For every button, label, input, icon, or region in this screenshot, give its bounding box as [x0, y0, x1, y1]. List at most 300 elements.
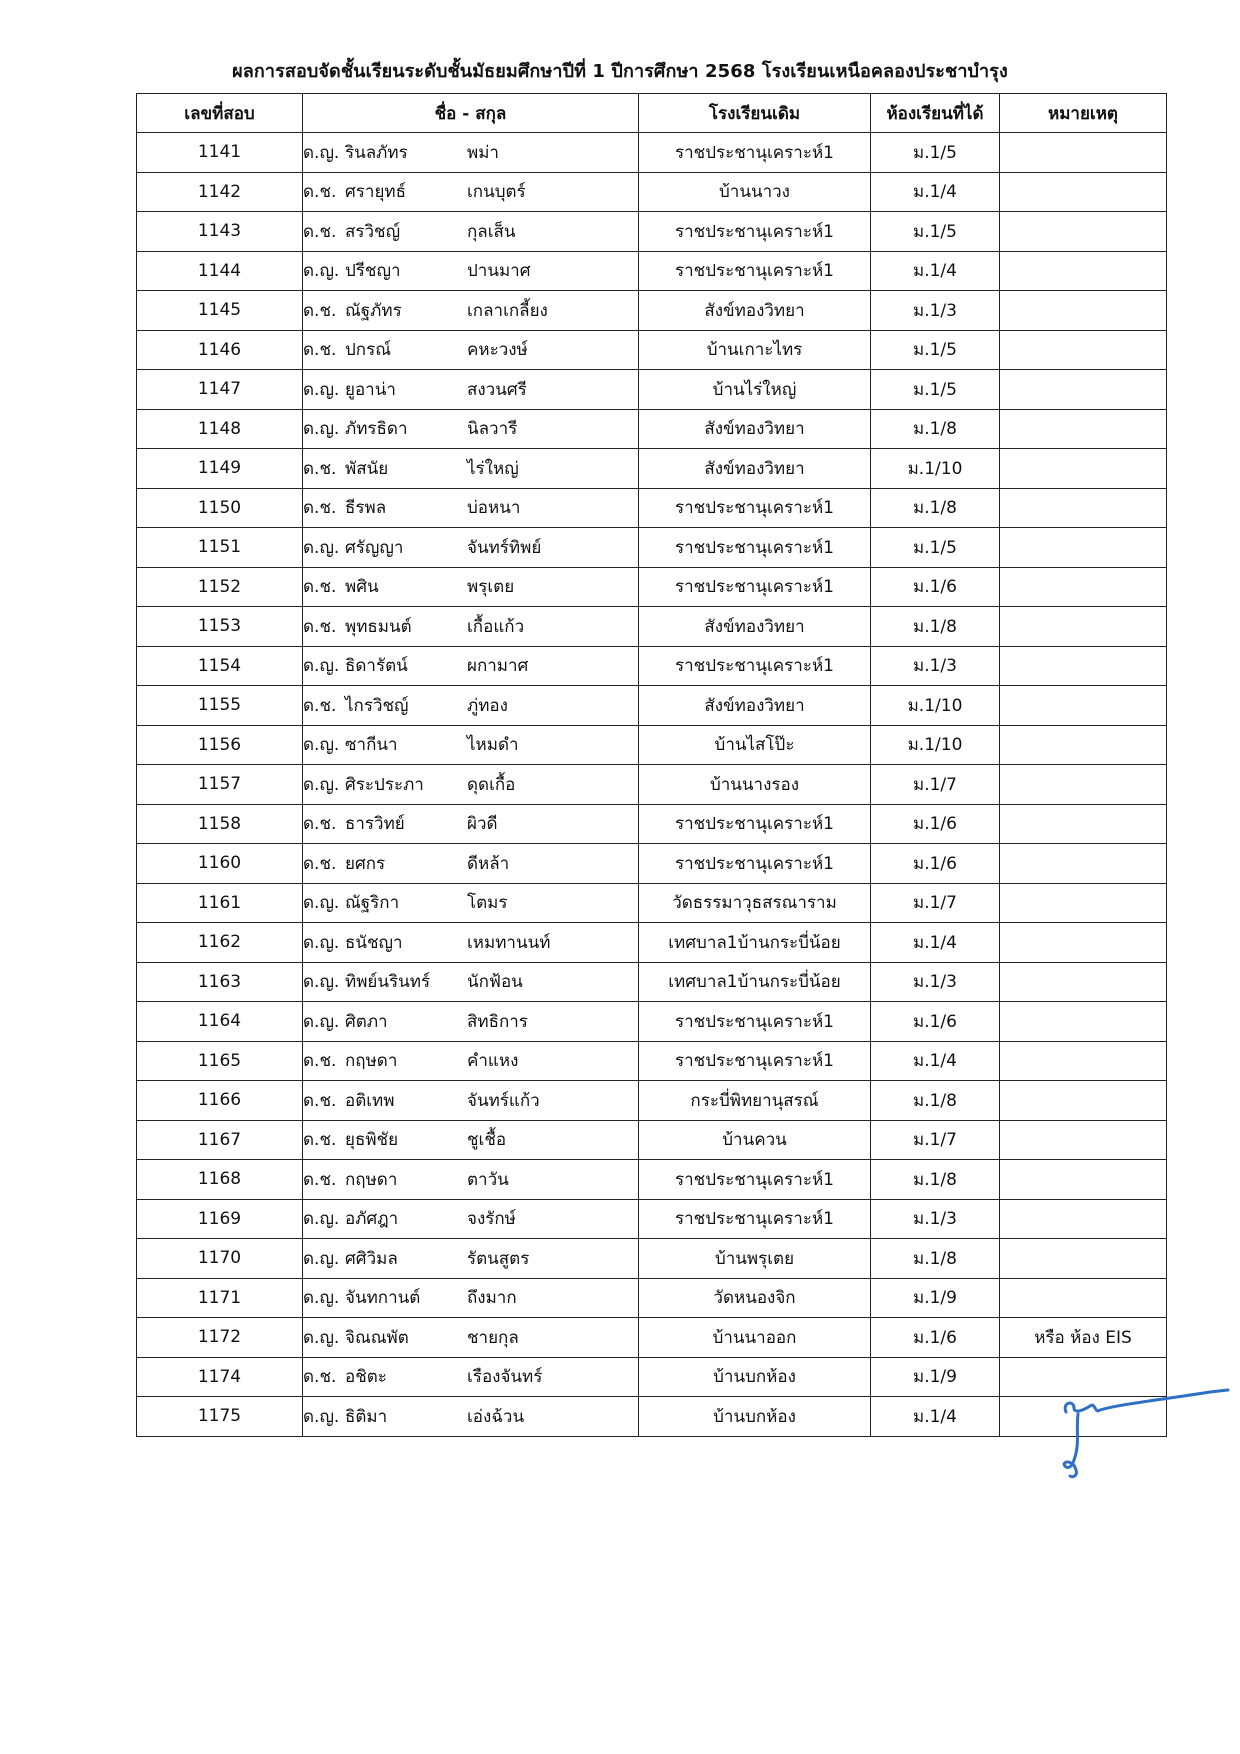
name-prefix: ด.ช.: [303, 221, 337, 242]
full-name-cell: [303, 172, 639, 212]
name-prefix: ด.ช.: [303, 577, 337, 598]
table-row: [137, 172, 1167, 212]
previous-school-cell: วัดธรรมาวุธสรณาราม: [639, 883, 871, 923]
table-row: [137, 1160, 1167, 1200]
last-name: ดีหล้า: [467, 853, 510, 874]
full-name-cell: [303, 1081, 639, 1121]
name-prefix: ด.ญ.: [303, 932, 340, 953]
first-name: พุทธมนต์: [345, 616, 412, 637]
assigned-room-cell: ม.1/4: [871, 172, 1000, 212]
full-name-cell: [303, 804, 639, 844]
name-prefix: ด.ช.: [303, 300, 337, 321]
first-name: สรวิชญ์: [345, 221, 401, 242]
table-row: [137, 251, 1167, 291]
full-name-cell: [303, 844, 639, 884]
name-prefix: ด.ญ.: [303, 1209, 340, 1230]
full-name-cell: [303, 291, 639, 331]
exam-number-cell: 1168: [137, 1160, 303, 1200]
full-name-cell: [303, 1397, 639, 1437]
previous-school-cell: ราชประชานุเคราะห์1: [639, 646, 871, 686]
remarks-cell: [1000, 251, 1167, 291]
first-name: ไกรวิชญ์: [345, 695, 409, 716]
remarks-cell: [1000, 212, 1167, 252]
exam-number-cell: 1160: [137, 844, 303, 884]
first-name: ศรายุทธ์: [345, 182, 407, 203]
full-name-cell: [303, 607, 639, 647]
last-name: พรุเตย: [467, 577, 515, 598]
last-name: สิทธิการ: [467, 1011, 528, 1032]
exam-number-cell: 1162: [137, 923, 303, 963]
first-name: ยุธพิชัย: [345, 1130, 399, 1151]
assigned-room-cell: ม.1/5: [871, 212, 1000, 252]
previous-school-cell: บ้านเกาะไทร: [639, 330, 871, 370]
first-name: ศศิวิมล: [345, 1248, 398, 1269]
remarks-cell: [1000, 883, 1167, 923]
previous-school-cell: บ้านไสโป๊ะ: [639, 725, 871, 765]
name-prefix: ด.ญ.: [303, 1406, 340, 1427]
last-name: โตมร: [467, 893, 508, 914]
assigned-room-cell: ม.1/6: [871, 804, 1000, 844]
table-row: [137, 962, 1167, 1002]
table-row: [137, 1120, 1167, 1160]
table-row: [137, 923, 1167, 963]
first-name: จันทกานต์: [345, 1288, 421, 1309]
last-name: ตาวัน: [467, 1169, 509, 1190]
table-row: [137, 725, 1167, 765]
name-prefix: ด.ช.: [303, 498, 337, 519]
previous-school-cell: ราชประชานุเคราะห์1: [639, 567, 871, 607]
last-name: เกนบุตร์: [467, 182, 526, 203]
remarks-cell: [1000, 804, 1167, 844]
header-exam-number: เลขที่สอบ: [137, 94, 303, 133]
table-row: [137, 883, 1167, 923]
name-prefix: ด.ช.: [303, 182, 337, 203]
full-name-cell: [303, 1318, 639, 1358]
table-row: [137, 291, 1167, 331]
exam-number-cell: 1150: [137, 488, 303, 528]
exam-number-cell: 1164: [137, 1002, 303, 1042]
previous-school-cell: ราชประชานุเคราะห์1: [639, 1002, 871, 1042]
remarks-cell: [1000, 1041, 1167, 1081]
first-name: พศิน: [345, 577, 379, 598]
first-name: ศิระประภา: [345, 774, 424, 795]
table-body: [137, 133, 1167, 1437]
last-name: ถึงมาก: [467, 1288, 517, 1309]
full-name-cell: [303, 330, 639, 370]
assigned-room-cell: ม.1/8: [871, 1160, 1000, 1200]
remarks-cell: [1000, 646, 1167, 686]
previous-school-cell: ราชประชานุเคราะห์1: [639, 804, 871, 844]
assigned-room-cell: ม.1/3: [871, 291, 1000, 331]
exam-number-cell: 1146: [137, 330, 303, 370]
remarks-cell: [1000, 567, 1167, 607]
previous-school-cell: เทศบาล1บ้านกระบี่น้อย: [639, 962, 871, 1002]
first-name: อชิตะ: [345, 1367, 387, 1388]
previous-school-cell: ราชประชานุเคราะห์1: [639, 251, 871, 291]
exam-number-cell: 1165: [137, 1041, 303, 1081]
last-name: เกื้อแก้ว: [467, 616, 525, 637]
last-name: รัตนสูตร: [467, 1248, 530, 1269]
last-name: ผกามาศ: [467, 656, 529, 677]
table-row: [137, 844, 1167, 884]
previous-school-cell: เทศบาล1บ้านกระบี่น้อย: [639, 923, 871, 963]
assigned-room-cell: ม.1/6: [871, 1318, 1000, 1358]
remarks-cell: [1000, 1239, 1167, 1279]
name-prefix: ด.ช.: [303, 340, 337, 361]
table-row: [137, 765, 1167, 805]
full-name-cell: [303, 370, 639, 410]
previous-school-cell: บ้านนาออก: [639, 1318, 871, 1358]
name-prefix: ด.ช.: [303, 458, 337, 479]
name-prefix: ด.ช.: [303, 695, 337, 716]
assigned-room-cell: ม.1/8: [871, 1081, 1000, 1121]
assigned-room-cell: ม.1/3: [871, 962, 1000, 1002]
table-row: [137, 1357, 1167, 1397]
previous-school-cell: สังข์ทองวิทยา: [639, 607, 871, 647]
previous-school-cell: ราชประชานุเคราะห์1: [639, 1041, 871, 1081]
last-name: ชูเชื้อ: [467, 1130, 507, 1151]
remarks-cell: [1000, 528, 1167, 568]
previous-school-cell: สังข์ทองวิทยา: [639, 686, 871, 726]
exam-number-cell: 1154: [137, 646, 303, 686]
exam-number-cell: 1167: [137, 1120, 303, 1160]
exam-number-cell: 1151: [137, 528, 303, 568]
full-name-cell: [303, 1199, 639, 1239]
assigned-room-cell: ม.1/7: [871, 883, 1000, 923]
remarks-cell: [1000, 1160, 1167, 1200]
full-name-cell: [303, 1002, 639, 1042]
results-table: [136, 93, 1167, 1437]
remarks-cell: หรือ ห้อง EIS: [1000, 1318, 1167, 1358]
table-row: [137, 370, 1167, 410]
full-name-cell: [303, 1239, 639, 1279]
full-name-cell: [303, 883, 639, 923]
exam-number-cell: 1156: [137, 725, 303, 765]
previous-school-cell: สังข์ทองวิทยา: [639, 291, 871, 331]
assigned-room-cell: ม.1/6: [871, 567, 1000, 607]
table-row: [137, 646, 1167, 686]
table-row: [137, 133, 1167, 173]
name-prefix: ด.ญ.: [303, 972, 340, 993]
first-name: ศิตภา: [345, 1011, 388, 1032]
handwritten-signature: [1060, 1380, 1230, 1480]
assigned-room-cell: ม.1/8: [871, 607, 1000, 647]
full-name-cell: [303, 251, 639, 291]
name-prefix: ด.ญ.: [303, 1327, 340, 1348]
full-name-cell: [303, 528, 639, 568]
name-prefix: ด.ญ.: [303, 419, 340, 440]
first-name: ยศกร: [345, 853, 386, 874]
exam-number-cell: 1171: [137, 1278, 303, 1318]
remarks-cell: [1000, 172, 1167, 212]
assigned-room-cell: ม.1/5: [871, 133, 1000, 173]
assigned-room-cell: ม.1/4: [871, 1041, 1000, 1081]
first-name: ยูอาน่า: [345, 379, 396, 400]
last-name: คำแหง: [467, 1051, 519, 1072]
full-name-cell: [303, 409, 639, 449]
assigned-room-cell: ม.1/7: [871, 765, 1000, 805]
table-row: [137, 212, 1167, 252]
previous-school-cell: บ้านนาวง: [639, 172, 871, 212]
remarks-cell: [1000, 765, 1167, 805]
last-name: กุลเส็น: [467, 221, 516, 242]
assigned-room-cell: ม.1/10: [871, 449, 1000, 489]
last-name: สงวนศรี: [467, 379, 527, 400]
remarks-cell: [1000, 686, 1167, 726]
previous-school-cell: สังข์ทองวิทยา: [639, 449, 871, 489]
first-name: ธิดารัตน์: [345, 656, 408, 677]
table-row: [137, 804, 1167, 844]
name-prefix: ด.ญ.: [303, 656, 340, 677]
name-prefix: ด.ช.: [303, 616, 337, 637]
remarks-cell: [1000, 291, 1167, 331]
last-name: เรืองจันทร์: [467, 1367, 543, 1388]
first-name: ธารวิทย์: [345, 814, 405, 835]
table-row: [137, 1318, 1167, 1358]
full-name-cell: [303, 1278, 639, 1318]
exam-number-cell: 1172: [137, 1318, 303, 1358]
full-name-cell: [303, 212, 639, 252]
name-prefix: ด.ญ.: [303, 1011, 340, 1032]
name-prefix: ด.ญ.: [303, 1288, 340, 1309]
previous-school-cell: ราชประชานุเคราะห์1: [639, 528, 871, 568]
assigned-room-cell: ม.1/3: [871, 646, 1000, 686]
previous-school-cell: ราชประชานุเคราะห์1: [639, 133, 871, 173]
exam-number-cell: 1144: [137, 251, 303, 291]
name-prefix: ด.ช.: [303, 1090, 337, 1111]
assigned-room-cell: ม.1/4: [871, 923, 1000, 963]
remarks-cell: [1000, 1199, 1167, 1239]
previous-school-cell: ราชประชานุเคราะห์1: [639, 1160, 871, 1200]
exam-number-cell: 1149: [137, 449, 303, 489]
remarks-cell: [1000, 923, 1167, 963]
last-name: ผิวดี: [467, 814, 498, 835]
full-name-cell: [303, 725, 639, 765]
name-prefix: ด.ช.: [303, 1051, 337, 1072]
last-name: ไหมดำ: [467, 735, 519, 756]
last-name: จงรักษ์: [467, 1209, 516, 1230]
last-name: ชายกุล: [467, 1327, 519, 1348]
previous-school-cell: ราชประชานุเคราะห์1: [639, 1199, 871, 1239]
exam-number-cell: 1145: [137, 291, 303, 331]
remarks-cell: [1000, 330, 1167, 370]
first-name: ณัฐภัทร: [345, 300, 402, 321]
full-name-cell: [303, 1120, 639, 1160]
table-header-row: [137, 94, 1167, 133]
exam-number-cell: 1153: [137, 607, 303, 647]
name-prefix: ด.ช.: [303, 814, 337, 835]
first-name: จิณณพัต: [345, 1327, 409, 1348]
remarks-cell: [1000, 1081, 1167, 1121]
name-prefix: ด.ช.: [303, 1367, 337, 1388]
name-prefix: ด.ญ.: [303, 1248, 340, 1269]
exam-number-cell: 1161: [137, 883, 303, 923]
table-row: [137, 1081, 1167, 1121]
exam-number-cell: 1152: [137, 567, 303, 607]
full-name-cell: [303, 1160, 639, 1200]
remarks-cell: [1000, 1278, 1167, 1318]
exam-number-cell: 1174: [137, 1357, 303, 1397]
last-name: ภู่ทอง: [467, 695, 508, 716]
assigned-room-cell: ม.1/9: [871, 1357, 1000, 1397]
first-name: ทิพย์นรินทร์: [345, 972, 431, 993]
last-name: เอ่งฉ้วน: [467, 1406, 525, 1427]
first-name: ปกรณ์: [345, 340, 391, 361]
exam-number-cell: 1169: [137, 1199, 303, 1239]
exam-number-cell: 1157: [137, 765, 303, 805]
first-name: ณัฐริกา: [345, 893, 400, 914]
assigned-room-cell: ม.1/7: [871, 1120, 1000, 1160]
full-name-cell: [303, 1357, 639, 1397]
exam-number-cell: 1170: [137, 1239, 303, 1279]
remarks-cell: [1000, 370, 1167, 410]
previous-school-cell: บ้านพรุเตย: [639, 1239, 871, 1279]
table-row: [137, 1278, 1167, 1318]
last-name: จันทร์ทิพย์: [467, 537, 542, 558]
previous-school-cell: บ้านบกห้อง: [639, 1357, 871, 1397]
assigned-room-cell: ม.1/4: [871, 1397, 1000, 1437]
name-prefix: ด.ญ.: [303, 735, 340, 756]
table-row: [137, 449, 1167, 489]
full-name-cell: [303, 449, 639, 489]
exam-number-cell: 1142: [137, 172, 303, 212]
last-name: คหะวงษ์: [467, 340, 528, 361]
assigned-room-cell: ม.1/5: [871, 370, 1000, 410]
assigned-room-cell: ม.1/10: [871, 725, 1000, 765]
last-name: เหมทานนท์: [467, 932, 551, 953]
assigned-room-cell: ม.1/6: [871, 844, 1000, 884]
full-name-cell: [303, 567, 639, 607]
document-title: ผลการสอบจัดชั้นเรียนระดับชั้นมัธยมศึกษาปีที่ 1 ปีการศึกษา 2568 โรงเรียนเหนือคลองประชาบำรุง: [232, 61, 1008, 82]
previous-school-cell: บ้านนางรอง: [639, 765, 871, 805]
remarks-cell: [1000, 725, 1167, 765]
previous-school-cell: วัดหนองจิก: [639, 1278, 871, 1318]
first-name: ธีรพล: [345, 498, 387, 519]
remarks-cell: [1000, 607, 1167, 647]
last-name: บ่อหนา: [467, 498, 521, 519]
header-assigned-room: ห้องเรียนที่ได้: [871, 94, 1000, 133]
full-name-cell: [303, 1041, 639, 1081]
table-row: [137, 1041, 1167, 1081]
last-name: ปานมาศ: [467, 261, 531, 282]
exam-number-cell: 1175: [137, 1397, 303, 1437]
exam-number-cell: 1158: [137, 804, 303, 844]
previous-school-cell: บ้านไร่ใหญ่: [639, 370, 871, 410]
table-row: [137, 607, 1167, 647]
header-previous-school: โรงเรียนเดิม: [639, 94, 871, 133]
previous-school-cell: บ้านควน: [639, 1120, 871, 1160]
name-prefix: ด.ช.: [303, 1169, 337, 1190]
assigned-room-cell: ม.1/6: [871, 1002, 1000, 1042]
first-name: ธิติมา: [345, 1406, 388, 1427]
first-name: ปรีชญา: [345, 261, 401, 282]
previous-school-cell: ราชประชานุเคราะห์1: [639, 212, 871, 252]
remarks-cell: [1000, 1120, 1167, 1160]
first-name: ศรัญญา: [345, 537, 404, 558]
full-name-cell: [303, 488, 639, 528]
exam-number-cell: 1143: [137, 212, 303, 252]
last-name: เกลาเกลี้ยง: [467, 300, 548, 321]
assigned-room-cell: ม.1/5: [871, 330, 1000, 370]
header-full-name: ชื่อ - สกุล: [303, 94, 639, 133]
last-name: นิลวารี: [467, 419, 518, 440]
name-prefix: ด.ญ.: [303, 261, 340, 282]
exam-number-cell: 1147: [137, 370, 303, 410]
assigned-room-cell: ม.1/8: [871, 409, 1000, 449]
table-row: [137, 528, 1167, 568]
assigned-room-cell: ม.1/8: [871, 488, 1000, 528]
exam-number-cell: 1155: [137, 686, 303, 726]
first-name: รินลภัทร: [345, 142, 408, 163]
first-name: กฤษดา: [345, 1169, 398, 1190]
name-prefix: ด.ญ.: [303, 893, 340, 914]
previous-school-cell: ราชประชานุเคราะห์1: [639, 488, 871, 528]
table-row: [137, 330, 1167, 370]
remarks-cell: [1000, 449, 1167, 489]
previous-school-cell: ราชประชานุเคราะห์1: [639, 844, 871, 884]
last-name: พม่า: [467, 142, 499, 163]
full-name-cell: [303, 646, 639, 686]
previous-school-cell: บ้านบกห้อง: [639, 1397, 871, 1437]
previous-school-cell: กระบี่พิทยานุสรณ์: [639, 1081, 871, 1121]
table-row: [137, 488, 1167, 528]
table-row: [137, 1199, 1167, 1239]
assigned-room-cell: ม.1/4: [871, 251, 1000, 291]
previous-school-cell: สังข์ทองวิทยา: [639, 409, 871, 449]
assigned-room-cell: ม.1/5: [871, 528, 1000, 568]
name-prefix: ด.ญ.: [303, 379, 340, 400]
assigned-room-cell: ม.1/10: [871, 686, 1000, 726]
full-name-cell: [303, 765, 639, 805]
table-row: [137, 1397, 1167, 1437]
name-prefix: ด.ช.: [303, 853, 337, 874]
remarks-cell: [1000, 133, 1167, 173]
full-name-cell: [303, 686, 639, 726]
name-prefix: ด.ญ.: [303, 774, 340, 795]
table-row: [137, 567, 1167, 607]
assigned-room-cell: ม.1/9: [871, 1278, 1000, 1318]
full-name-cell: [303, 923, 639, 963]
name-prefix: ด.ช.: [303, 1130, 337, 1151]
remarks-cell: [1000, 1002, 1167, 1042]
remarks-cell: [1000, 962, 1167, 1002]
name-prefix: ด.ญ.: [303, 142, 340, 163]
first-name: ธนัชญา: [345, 932, 403, 953]
full-name-cell: [303, 133, 639, 173]
name-prefix: ด.ญ.: [303, 537, 340, 558]
last-name: จันทร์แก้ว: [467, 1090, 540, 1111]
first-name: ซากีนา: [345, 735, 398, 756]
last-name: ดุดเกื้อ: [467, 774, 516, 795]
first-name: ภัทรธิดา: [345, 419, 408, 440]
exam-number-cell: 1148: [137, 409, 303, 449]
remarks-cell: [1000, 409, 1167, 449]
first-name: พัสนัย: [345, 458, 389, 479]
assigned-room-cell: ม.1/8: [871, 1239, 1000, 1279]
full-name-cell: [303, 962, 639, 1002]
exam-number-cell: 1141: [137, 133, 303, 173]
exam-number-cell: 1166: [137, 1081, 303, 1121]
assigned-room-cell: ม.1/3: [871, 1199, 1000, 1239]
first-name: อภัศฎา: [345, 1209, 399, 1230]
table-row: [137, 1002, 1167, 1042]
last-name: นักฟ้อน: [467, 972, 523, 993]
last-name: ไร่ใหญ่: [467, 458, 519, 479]
remarks-cell: [1000, 488, 1167, 528]
header-remarks: หมายเหตุ: [1000, 94, 1167, 133]
remarks-cell: [1000, 844, 1167, 884]
exam-number-cell: 1163: [137, 962, 303, 1002]
